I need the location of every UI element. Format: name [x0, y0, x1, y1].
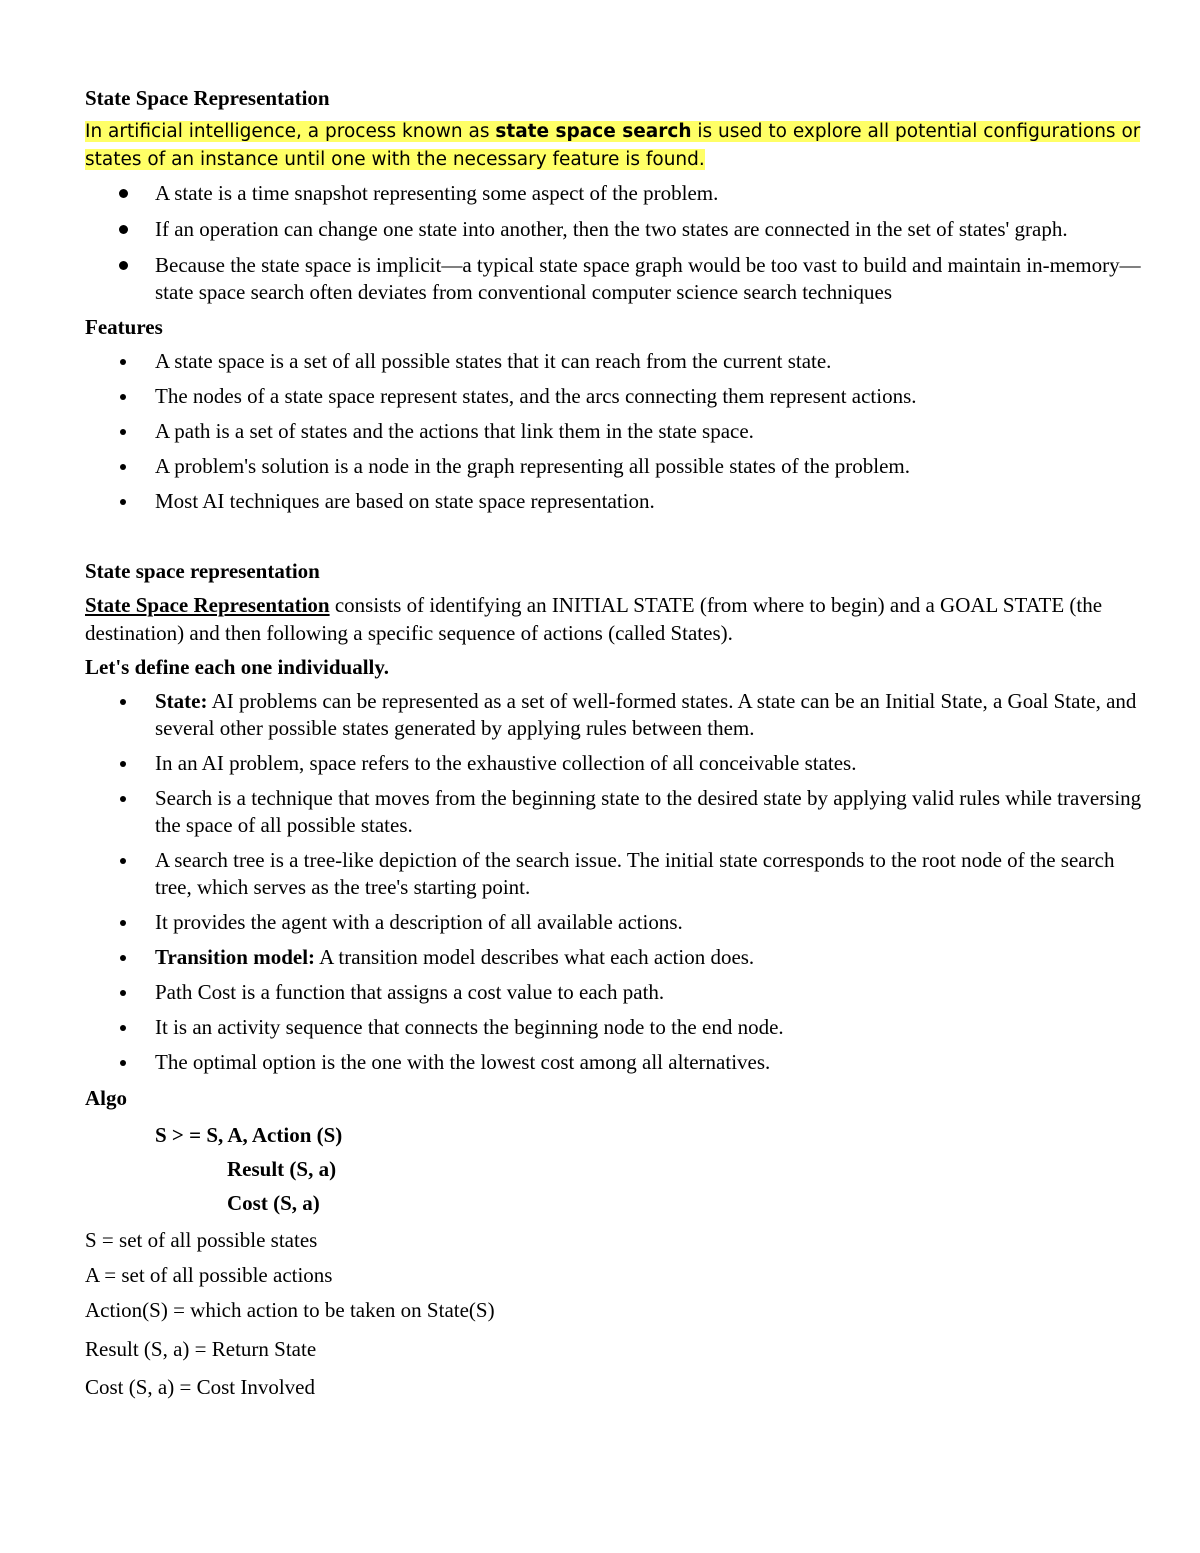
- section2-intro: [85, 591, 1145, 647]
- list-item: A state space is a set of all possible states that it can reach from the current state.: [85, 348, 1145, 375]
- define-heading: Let's define each one individually.: [85, 655, 389, 679]
- list-item: The optimal option is the one with the lowest cost among all alternatives.: [85, 1049, 1145, 1076]
- list-item: [85, 688, 1145, 742]
- features-title: Features: [85, 315, 163, 339]
- section-title: State Space Representation: [85, 86, 330, 110]
- section2-title: State space representation: [85, 559, 320, 583]
- list-item: If an operation can change one state into another, then the two states are connected in the set of states' graph.: [85, 216, 1145, 243]
- state-bullet-list: [85, 180, 1145, 306]
- section2-intro-text: consists of identifying an INITIAL STATE (from where to begin) and a GOAL STATE (the destination) and then following a specific sequence of actions (called States).: [85, 593, 1103, 645]
- definition-line: Action(S) = which action to be taken on State(S): [85, 1298, 495, 1322]
- algo-definitions: [85, 1223, 1145, 1406]
- list-item: [85, 944, 1145, 971]
- definition-line: Cost (S, a) = Cost Involved: [85, 1375, 316, 1399]
- list-item: Most AI techniques are based on state space representation.: [85, 488, 1145, 515]
- algo-line-2: Result (S, a): [227, 1157, 337, 1181]
- definitions-bullet-list: [85, 688, 1145, 1076]
- definition-line: A = set of all possible actions: [85, 1263, 333, 1287]
- definition-line: Result (S, a) = Return State: [85, 1337, 317, 1361]
- list-item: A search tree is a tree-like depiction of the search issue. The initial state corresponds to the root node of the search tree, which serves as the tree's starting point.: [85, 847, 1145, 901]
- features-bullet-list: [85, 348, 1145, 515]
- list-item: In an AI problem, space refers to the exhaustive collection of all conceivable states.: [85, 750, 1145, 777]
- transition-label: Transition model:: [155, 945, 316, 969]
- underlined-term: State Space Representation: [85, 593, 330, 617]
- transition-definition: A transition model describes what each action does.: [315, 945, 755, 969]
- intro-paragraph: [85, 118, 1145, 174]
- list-item: Path Cost is a function that assigns a cost value to each path.: [85, 979, 1145, 1006]
- state-label: State:: [155, 689, 208, 713]
- intro-bold-term: state space search: [495, 121, 692, 142]
- list-item: A state is a time snapshot representing some aspect of the problem.: [85, 180, 1145, 207]
- algo-title: Algo: [85, 1086, 127, 1110]
- list-item: A path is a set of states and the actions that link them in the state space.: [85, 418, 1145, 445]
- algo-line-3: Cost (S, a): [227, 1191, 320, 1215]
- list-item: Because the state space is implicit—a typical state space graph would be too vast to build and maintain in-memory—state space search often deviates from conventional computer science search techniques: [85, 252, 1145, 306]
- document-page: [85, 84, 1145, 1406]
- definition-line: S = set of all possible states: [85, 1228, 318, 1252]
- state-definition: AI problems can be represented as a set of well-formed states. A state can be an Initial State, a Goal State, and several other possible states generated by applying rules between them.: [155, 689, 1137, 740]
- intro-text-start: In artificial intelligence, a process known as: [85, 121, 496, 142]
- list-item: A problem's solution is a node in the graph representing all possible states of the problem.: [85, 453, 1145, 480]
- intro-text-end: is used to explore all potential configurations or states of an instance until one with the necessary feature is found.: [85, 121, 1141, 170]
- list-item: The nodes of a state space represent states, and the arcs connecting them represent actions.: [85, 383, 1145, 410]
- list-item: It is an activity sequence that connects the beginning node to the end node.: [85, 1014, 1145, 1041]
- algo-block: [85, 1118, 1145, 1220]
- algo-line-1: S > = S, A, Action (S): [155, 1123, 343, 1147]
- list-item: It provides the agent with a description of all available actions.: [85, 909, 1145, 936]
- list-item: Search is a technique that moves from the beginning state to the desired state by applying valid rules while traversing the space of all possible states.: [85, 785, 1145, 839]
